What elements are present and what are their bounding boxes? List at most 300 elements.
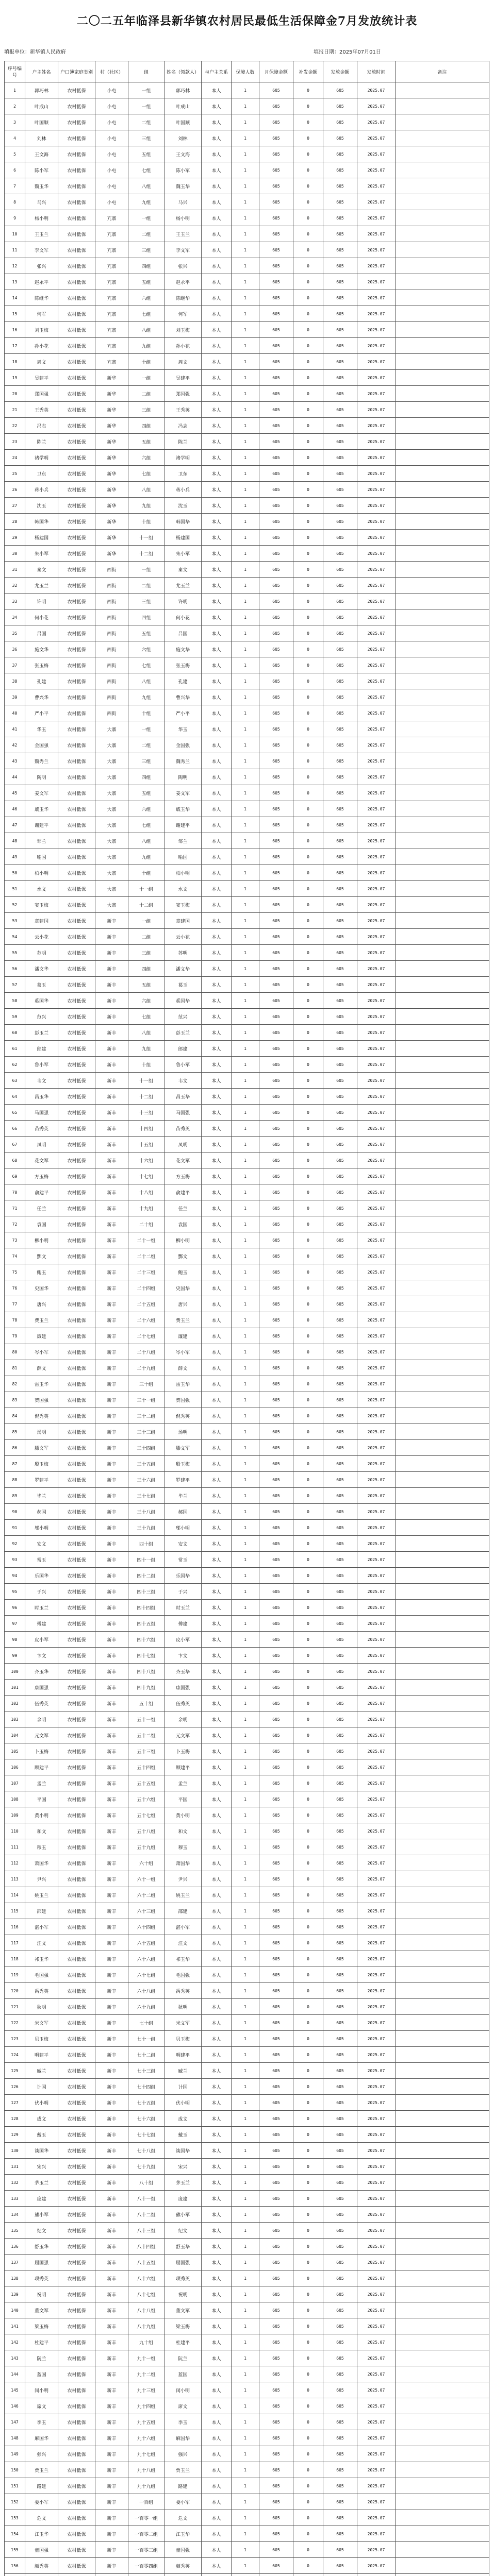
table-cell: [396, 178, 489, 194]
table-cell: 九组: [128, 1041, 164, 1057]
table-cell: 2025.07: [357, 1887, 396, 1903]
table-cell: 大寨: [95, 881, 128, 897]
table-cell: 新丰: [95, 2334, 128, 2350]
table-cell: 0: [293, 1903, 323, 1919]
table-cell: 本人: [202, 1903, 232, 1919]
table-cell: 尹兴: [164, 1871, 202, 1887]
table-cell: 605: [259, 2558, 293, 2574]
table-cell: 1: [232, 1696, 259, 1711]
table-cell: 0: [293, 1600, 323, 1616]
table-cell: 本人: [202, 737, 232, 753]
table-cell: 605: [259, 1472, 293, 1488]
table-cell: 605: [259, 450, 293, 466]
table-cell: 二十四组: [128, 1280, 164, 1296]
table-cell: 新华: [95, 466, 128, 482]
table-cell: 陈继华: [164, 290, 202, 306]
table-cell: 六组: [128, 801, 164, 817]
table-cell: 本人: [202, 1616, 232, 1632]
table-cell: 鲍玉: [164, 1264, 202, 1280]
table-cell: 一百零一组: [128, 2510, 164, 2526]
table-cell: 五十二组: [128, 1727, 164, 1743]
table-cell: 605: [323, 1743, 357, 1759]
table-cell: 605: [259, 785, 293, 801]
table-cell: 一组: [128, 913, 164, 929]
table-cell: 1: [232, 1472, 259, 1488]
table-cell: 1: [232, 641, 259, 657]
table-cell: 0: [293, 2255, 323, 2270]
table-cell: 新华: [95, 434, 128, 450]
table-cell: 亢寨: [95, 242, 128, 258]
table-cell: 邵建: [25, 1903, 58, 1919]
table-cell: 农村低保: [58, 641, 95, 657]
table-cell: 0: [293, 2127, 323, 2143]
table-cell: 苏明: [25, 945, 58, 961]
table-cell: 大寨: [95, 849, 128, 865]
table-cell: 148: [5, 2430, 25, 2446]
table-cell: 新丰: [95, 1168, 128, 1184]
table-cell: 江玉华: [164, 2526, 202, 2542]
table-cell: 605: [323, 226, 357, 242]
table-cell: 朱小军: [25, 546, 58, 562]
table-cell: 新丰: [95, 2510, 128, 2526]
table-cell: 新丰: [95, 1967, 128, 1983]
table-cell: 新丰: [95, 1488, 128, 1504]
table-cell: 150: [5, 2462, 25, 2478]
table-cell: 2025.07: [357, 242, 396, 258]
table-cell: 605: [323, 945, 357, 961]
table-cell: 25: [5, 466, 25, 482]
table-cell: 本人: [202, 482, 232, 498]
table-cell: 2025.07: [357, 1264, 396, 1280]
table-cell: 农村低保: [58, 2430, 95, 2446]
table-cell: 1: [232, 2207, 259, 2223]
table-cell: 113: [5, 1871, 25, 1887]
table-cell: 新丰: [95, 2111, 128, 2127]
table-cell: 1: [232, 1664, 259, 1680]
table-cell: 本人: [202, 689, 232, 705]
table-cell: 余明: [164, 1711, 202, 1727]
table-cell: 杜建平: [164, 2334, 202, 2350]
table-cell: 605: [323, 913, 357, 929]
table-cell: 0: [293, 114, 323, 130]
table-row: [5, 1871, 489, 1887]
table-cell: 605: [323, 514, 357, 530]
table-cell: 农村低保: [58, 1360, 95, 1376]
table-cell: 花文军: [164, 1153, 202, 1168]
table-cell: 1: [232, 2286, 259, 2302]
table-cell: 农村低保: [58, 1153, 95, 1168]
table-cell: 汤明: [25, 1424, 58, 1440]
table-cell: 0: [293, 1855, 323, 1871]
table-cell: 2025.07: [357, 1041, 396, 1057]
table-cell: 农村低保: [58, 2494, 95, 2510]
table-cell: 四十七组: [128, 1648, 164, 1664]
table-cell: 605: [259, 146, 293, 162]
table-cell: 73: [5, 1232, 25, 1248]
table-cell: 0: [293, 418, 323, 434]
table-cell: 605: [259, 1855, 293, 1871]
table-cell: 95: [5, 1584, 25, 1600]
table-row: [5, 2270, 489, 2286]
table-row: [5, 1488, 489, 1504]
table-cell: 605: [259, 1456, 293, 1472]
table-cell: 尹兴: [25, 1871, 58, 1887]
table-cell: 20: [5, 386, 25, 402]
table-cell: [396, 1536, 489, 1552]
table-cell: 0: [293, 2239, 323, 2255]
table-cell: 喻国: [25, 849, 58, 865]
table-cell: 农村低保: [58, 242, 95, 258]
table-cell: 小屯: [95, 178, 128, 194]
table-cell: 农村低保: [58, 1424, 95, 1440]
table-cell: 本人: [202, 1424, 232, 1440]
table-cell: 76: [5, 1280, 25, 1296]
table-cell: 0: [293, 2318, 323, 2334]
table-row: [5, 2558, 489, 2574]
table-row: [5, 753, 489, 769]
table-cell: 华玉: [25, 721, 58, 737]
table-row: [5, 1951, 489, 1967]
table-cell: 贝玉梅: [25, 2031, 58, 2047]
table-cell: 0: [293, 1951, 323, 1967]
table-cell: 2025.07: [357, 1488, 396, 1504]
table-cell: 顾建平: [25, 1759, 58, 1775]
table-cell: 常玉: [164, 1552, 202, 1568]
table-cell: 三组: [128, 402, 164, 418]
table-cell: [396, 1839, 489, 1855]
table-cell: [396, 673, 489, 689]
table-cell: 八十一组: [128, 2191, 164, 2207]
table-cell: 姚玉兰: [164, 1887, 202, 1903]
table-cell: 农村低保: [58, 2255, 95, 2270]
table-cell: 谈国华: [25, 2143, 58, 2159]
table-cell: 2025.07: [357, 98, 396, 114]
table-cell: 1: [232, 1648, 259, 1664]
table-cell: 农村低保: [58, 609, 95, 625]
table-cell: 1: [232, 2350, 259, 2366]
page-title: 二〇二五年临泽县新华镇农村居民最低生活保障金7月发放统计表: [76, 14, 418, 28]
table-cell: 三十九组: [128, 1520, 164, 1536]
table-cell: 傅建: [25, 1616, 58, 1632]
table-cell: 2025.07: [357, 689, 396, 705]
table-cell: 0: [293, 961, 323, 977]
table-cell: 2025.07: [357, 2462, 396, 2478]
table-cell: 四组: [128, 769, 164, 785]
table-cell: 605: [323, 705, 357, 721]
table-cell: 新丰: [95, 1743, 128, 1759]
table-cell: 0: [293, 1137, 323, 1153]
table-cell: 147: [5, 2414, 25, 2430]
table-cell: 范兴: [25, 1009, 58, 1025]
table-row: [5, 2031, 489, 2047]
table-cell: 111: [5, 1839, 25, 1855]
table-cell: 雷玉华: [164, 1376, 202, 1392]
table-cell: 605: [259, 865, 293, 881]
table-cell: 1: [232, 1153, 259, 1168]
table-cell: 0: [293, 1887, 323, 1903]
table-cell: 0: [293, 881, 323, 897]
table-cell: 1: [232, 801, 259, 817]
table-cell: 农村低保: [58, 977, 95, 993]
table-cell: 本人: [202, 514, 232, 530]
table-cell: 农村低保: [58, 2382, 95, 2398]
table-cell: 岑小军: [25, 1344, 58, 1360]
table-cell: 罗建平: [25, 1472, 58, 1488]
table-cell: 陶明: [164, 769, 202, 785]
table-cell: [396, 306, 489, 322]
table-cell: 0: [293, 2302, 323, 2318]
table-cell: 本人: [202, 1376, 232, 1392]
table-row: [5, 689, 489, 705]
table-cell: 西街: [95, 641, 128, 657]
table-cell: 十一组: [128, 1073, 164, 1089]
table-cell: 本人: [202, 322, 232, 338]
table-cell: 123: [5, 2031, 25, 2047]
table-cell: [396, 1153, 489, 1168]
table-cell: [396, 1807, 489, 1823]
table-cell: 七十三组: [128, 2063, 164, 2079]
table-cell: [396, 1200, 489, 1216]
table-cell: 五组: [128, 785, 164, 801]
table-cell: 本人: [202, 2382, 232, 2398]
table-cell: [396, 2159, 489, 2175]
table-cell: 2025.07: [357, 370, 396, 386]
table-cell: 平国: [164, 1791, 202, 1807]
table-row: [5, 2175, 489, 2191]
table-cell: 倪秀英: [25, 1408, 58, 1424]
table-cell: 苗秀英: [164, 1121, 202, 1137]
table-cell: 605: [323, 82, 357, 98]
table-cell: 农村低保: [58, 2127, 95, 2143]
table-cell: 本人: [202, 1073, 232, 1089]
table-cell: 605: [323, 1200, 357, 1216]
table-cell: 605: [259, 98, 293, 114]
table-cell: 605: [323, 1632, 357, 1648]
table-cell: 2025.07: [357, 1184, 396, 1200]
table-cell: 605: [259, 2255, 293, 2270]
table-cell: 七十五组: [128, 2095, 164, 2111]
table-row: [5, 2239, 489, 2255]
table-cell: 袁国: [164, 1216, 202, 1232]
table-cell: 本人: [202, 1664, 232, 1680]
table-row: [5, 1440, 489, 1456]
table-cell: 2025.07: [357, 258, 396, 274]
table-row: [5, 530, 489, 546]
table-cell: 0: [293, 1775, 323, 1791]
table-cell: 2025.07: [357, 194, 396, 210]
table-cell: [396, 226, 489, 242]
table-cell: 605: [323, 258, 357, 274]
table-cell: 秦文: [25, 562, 58, 578]
table-row: [5, 1791, 489, 1807]
table-cell: 本人: [202, 673, 232, 689]
table-cell: 605: [323, 1264, 357, 1280]
table-cell: 农村低保: [58, 1711, 95, 1727]
col-header: 与户主关系: [202, 61, 232, 82]
table-cell: 新丰: [95, 1552, 128, 1568]
table-cell: 农村低保: [58, 817, 95, 833]
table-cell: 49: [5, 849, 25, 865]
table-cell: 二组: [128, 737, 164, 753]
table-cell: 22: [5, 418, 25, 434]
table-row: [5, 98, 489, 114]
table-cell: [396, 2079, 489, 2095]
table-cell: 1: [232, 1137, 259, 1153]
table-cell: 0: [293, 2143, 323, 2159]
table-cell: 1: [232, 1520, 259, 1536]
table-cell: 605: [323, 2047, 357, 2063]
table-row: [5, 1360, 489, 1376]
table-cell: 0: [293, 913, 323, 929]
table-cell: 605: [323, 2127, 357, 2143]
table-cell: 1: [232, 450, 259, 466]
table-cell: 新丰: [95, 2239, 128, 2255]
table-cell: [396, 1057, 489, 1073]
table-cell: 本人: [202, 2063, 232, 2079]
table-cell: 1: [232, 721, 259, 737]
table-cell: 1: [232, 2318, 259, 2334]
table-cell: 605: [259, 2175, 293, 2191]
table-cell: 1: [232, 1983, 259, 1999]
table-cell: 605: [259, 673, 293, 689]
table-cell: 0: [293, 1424, 323, 1440]
table-cell: 新丰: [95, 1632, 128, 1648]
table-cell: 亢寨: [95, 210, 128, 226]
table-cell: 农村低保: [58, 82, 95, 98]
table-cell: 1: [232, 1935, 259, 1951]
table-cell: 农村低保: [58, 961, 95, 977]
table-cell: 农村低保: [58, 2526, 95, 2542]
table-cell: 本人: [202, 2143, 232, 2159]
table-cell: [396, 1664, 489, 1680]
table-cell: 1: [232, 2047, 259, 2063]
table-cell: 1: [232, 530, 259, 546]
table-cell: 0: [293, 1009, 323, 1025]
table-row: [5, 418, 489, 434]
table-cell: 605: [259, 1951, 293, 1967]
table-cell: 姜文军: [25, 785, 58, 801]
table-cell: 2025.07: [357, 82, 396, 98]
table-cell: 605: [259, 1504, 293, 1520]
table-cell: 新丰: [95, 1616, 128, 1632]
table-cell: [396, 402, 489, 418]
table-cell: 张兴: [164, 258, 202, 274]
table-cell: 605: [323, 1568, 357, 1584]
table-cell: 廉建: [25, 1328, 58, 1344]
table-cell: 昌玉华: [164, 1089, 202, 1105]
table-cell: 1: [232, 625, 259, 641]
table-cell: 大寨: [95, 753, 128, 769]
table-cell: 农村低保: [58, 897, 95, 913]
table-cell: 0: [293, 1871, 323, 1887]
table-cell: 戚玉华: [164, 801, 202, 817]
table-cell: 605: [323, 1696, 357, 1711]
table-cell: 农村低保: [58, 673, 95, 689]
table-cell: 605: [259, 1089, 293, 1105]
table-cell: 禹秀英: [164, 1983, 202, 1999]
table-cell: 六十六组: [128, 1951, 164, 1967]
table-cell: 1: [232, 1775, 259, 1791]
table-cell: 阮兰: [25, 2350, 58, 2366]
table-cell: 西街: [95, 657, 128, 673]
table-cell: 新丰: [95, 2398, 128, 2414]
table-cell: 九组: [128, 338, 164, 354]
table-cell: 605: [259, 1568, 293, 1584]
table-cell: 十七组: [128, 1168, 164, 1184]
table-cell: 新丰: [95, 2063, 128, 2079]
table-cell: 本人: [202, 1344, 232, 1360]
table-cell: 127: [5, 2095, 25, 2111]
table-cell: 农村低保: [58, 1057, 95, 1073]
table-cell: 贾玉兰: [25, 2462, 58, 2478]
table-cell: 605: [323, 2286, 357, 2302]
table-cell: 0: [293, 737, 323, 753]
table-cell: 农村低保: [58, 1137, 95, 1153]
table-cell: 本人: [202, 2255, 232, 2270]
table-cell: 0: [293, 1232, 323, 1248]
table-cell: 605: [259, 801, 293, 817]
table-row: [5, 1216, 489, 1232]
table-cell: 0: [293, 2095, 323, 2111]
table-cell: 605: [259, 2430, 293, 2446]
table-cell: 四十六组: [128, 1632, 164, 1648]
table-cell: 九组: [128, 849, 164, 865]
table-cell: 0: [293, 2478, 323, 2494]
table-cell: 本人: [202, 2542, 232, 2558]
table-cell: 605: [323, 1775, 357, 1791]
table-cell: 0: [293, 1440, 323, 1456]
table-cell: 农村低保: [58, 2063, 95, 2079]
table-cell: 农村低保: [58, 1935, 95, 1951]
table-cell: 2025.07: [357, 1680, 396, 1696]
table-cell: 110: [5, 1823, 25, 1839]
table-cell: 新丰: [95, 2542, 128, 2558]
table-cell: 1: [232, 737, 259, 753]
table-cell: 605: [323, 2382, 357, 2398]
table-cell: 二组: [128, 226, 164, 242]
table-cell: 131: [5, 2159, 25, 2175]
table-cell: 农村低保: [58, 1743, 95, 1759]
table-cell: 吕国: [25, 625, 58, 641]
table-cell: 2025.07: [357, 737, 396, 753]
table-cell: [396, 1232, 489, 1248]
table-cell: 本人: [202, 1696, 232, 1711]
table-cell: 农村低保: [58, 1855, 95, 1871]
table-cell: 1: [232, 354, 259, 370]
table-cell: 61: [5, 1041, 25, 1057]
table-cell: 1: [232, 194, 259, 210]
table-cell: 新丰: [95, 1855, 128, 1871]
table-cell: 2025.07: [357, 2255, 396, 2270]
table-cell: 605: [259, 1759, 293, 1775]
table-cell: [396, 418, 489, 434]
table-cell: 农村低保: [58, 1791, 95, 1807]
table-cell: 新丰: [95, 1009, 128, 1025]
table-row: [5, 1999, 489, 2015]
table-cell: 605: [323, 2398, 357, 2414]
table-cell: 0: [293, 1680, 323, 1696]
table-cell: 56: [5, 961, 25, 977]
table-cell: 十组: [128, 865, 164, 881]
table-cell: 本人: [202, 2191, 232, 2207]
table-cell: 1: [232, 1168, 259, 1184]
table-cell: 本人: [202, 1360, 232, 1376]
table-cell: 章建国: [25, 913, 58, 929]
table-cell: [396, 2239, 489, 2255]
table-cell: 新丰: [95, 2414, 128, 2430]
table-row: [5, 705, 489, 721]
table-cell: 新丰: [95, 1392, 128, 1408]
